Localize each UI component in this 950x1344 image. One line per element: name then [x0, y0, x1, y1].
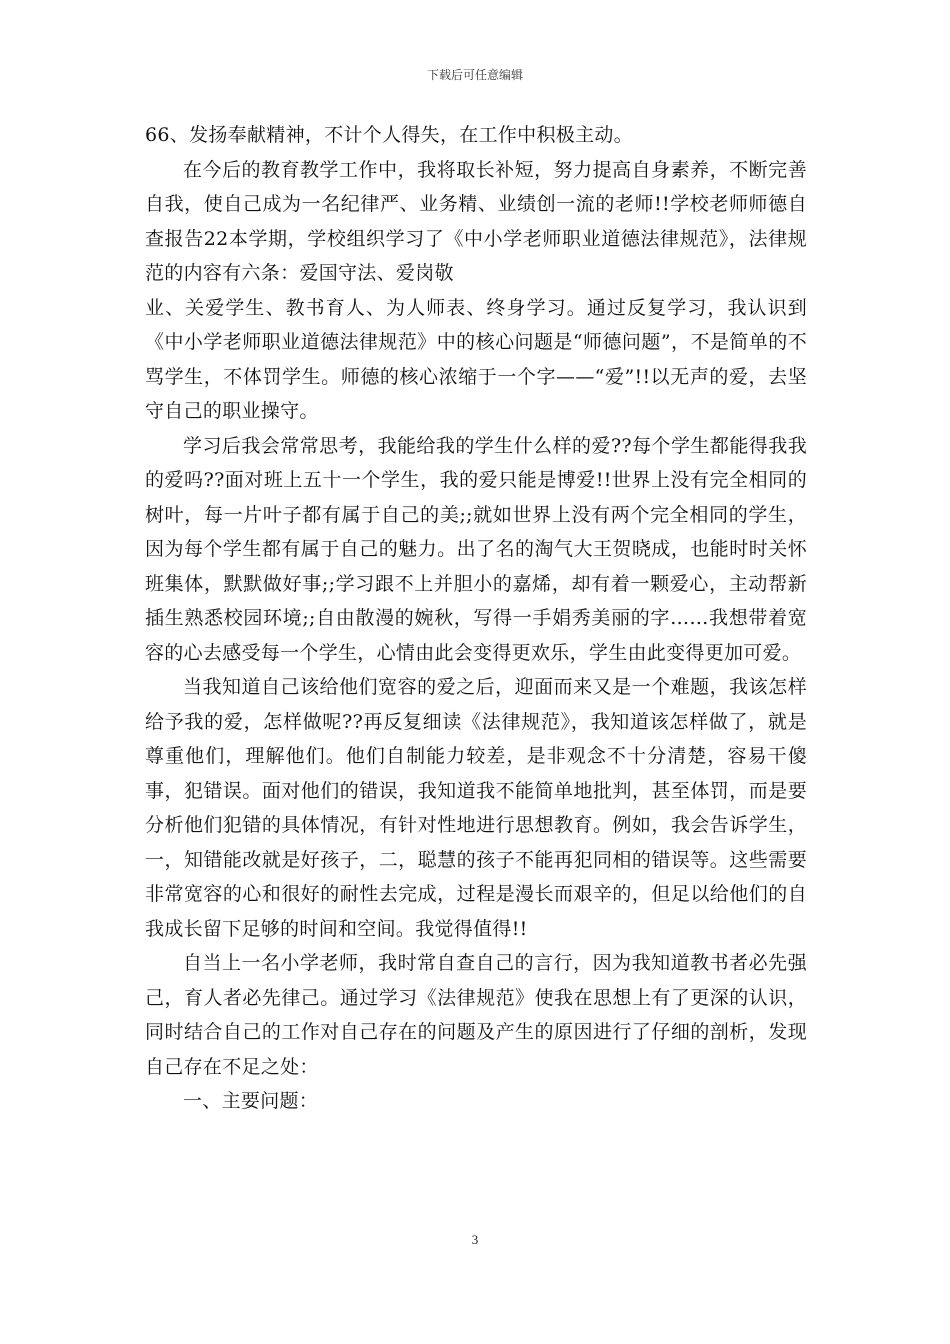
paragraph-2: 在今后的教育教学工作中，我将取长补短，努力提高自身素养，不断完善自我，使自己成为一名纪律严、业务精、业绩创一流的老师!!学校老师师德自查报告22本学期，学校组织学习了《中小学老师职业道德法律规范》，法律规范的内容有六条：爱国守法、爱岗敬	[145, 158, 807, 284]
paragraph-3: 业、关爱学生、教书育人、为人师表、终身学习。通过反复学习，我认识到《中小学老师职业道德法律规范》中的核心问题是“师德问题”，不是简单的不骂学生，不体罚学生。师德的核心浓缩于一个字——“爱”!!以无声的爱，去坚守自己的职业操守。	[145, 296, 807, 422]
page-number: 3	[471, 1232, 479, 1247]
paragraph-6: 自当上一名小学老师，我时常自查自己的言行，因为我知道教书者必先强己，育人者必先律己。通过学习《法律规范》使我在思想上有了更深的认识，同时结合自己的工作对自己存在的问题及产生的原因进行了仔细的剖析，发现自己存在不足之处：	[145, 952, 807, 1078]
document-body	[145, 118, 807, 1119]
paragraph-5: 当我知道自己该给他们宽容的爱之后，迎面而来又是一个难题，我该怎样给予我的爱，怎样做呢??再反复细读《法律规范》，我知道该怎样做了，就是尊重他们，理解他们。他们自制能力较差，是非观念不十分清楚，容易干傻事，犯错误。面对他们的错误，我知道我不能简单地批判，甚至体罚，而是要分析他们犯错的具体情况，有针对性地进行思想教育。例如，我会告诉学生，一，知错能改就是好孩子，二，聪慧的孩子不能再犯同相的错误等。这些需要非常宽容的心和很好的耐性去完成，过程是漫长而艰辛的，但足以给他们的自我成长留下足够的时间和空间。我觉得值得!!	[145, 676, 807, 940]
page-header: 下载后可任意编辑	[426, 68, 523, 82]
paragraph-1: 66、发扬奉献精神，不计个人得失，在工作中积极主动。	[145, 124, 633, 146]
section-heading: 一、主要问题：	[183, 1090, 319, 1112]
paragraph-4: 学习后我会常常思考，我能给我的学生什么样的爱??每个学生都能得我我的爱吗??面对班上五十一个学生，我的爱只能是博爱!!世界上没有完全相同的树叶，每一片叶子都有属于自己的美;;就如世界上没有两个完全相同的学生，因为每个学生都有属于自己的魅力。出了名的淘气大王贺晓成，也能时时关怀班集体，默默做好事;;学习跟不上并胆小的嘉烯，却有着一颗爱心，主动帮新插生熟悉校园环境;;自由散漫的婉秋，写得一手娟秀美丽的字……我想带着宽容的心去感受每一个学生，心情由此会变得更欢乐，学生由此变得更加可爱。	[145, 434, 807, 664]
